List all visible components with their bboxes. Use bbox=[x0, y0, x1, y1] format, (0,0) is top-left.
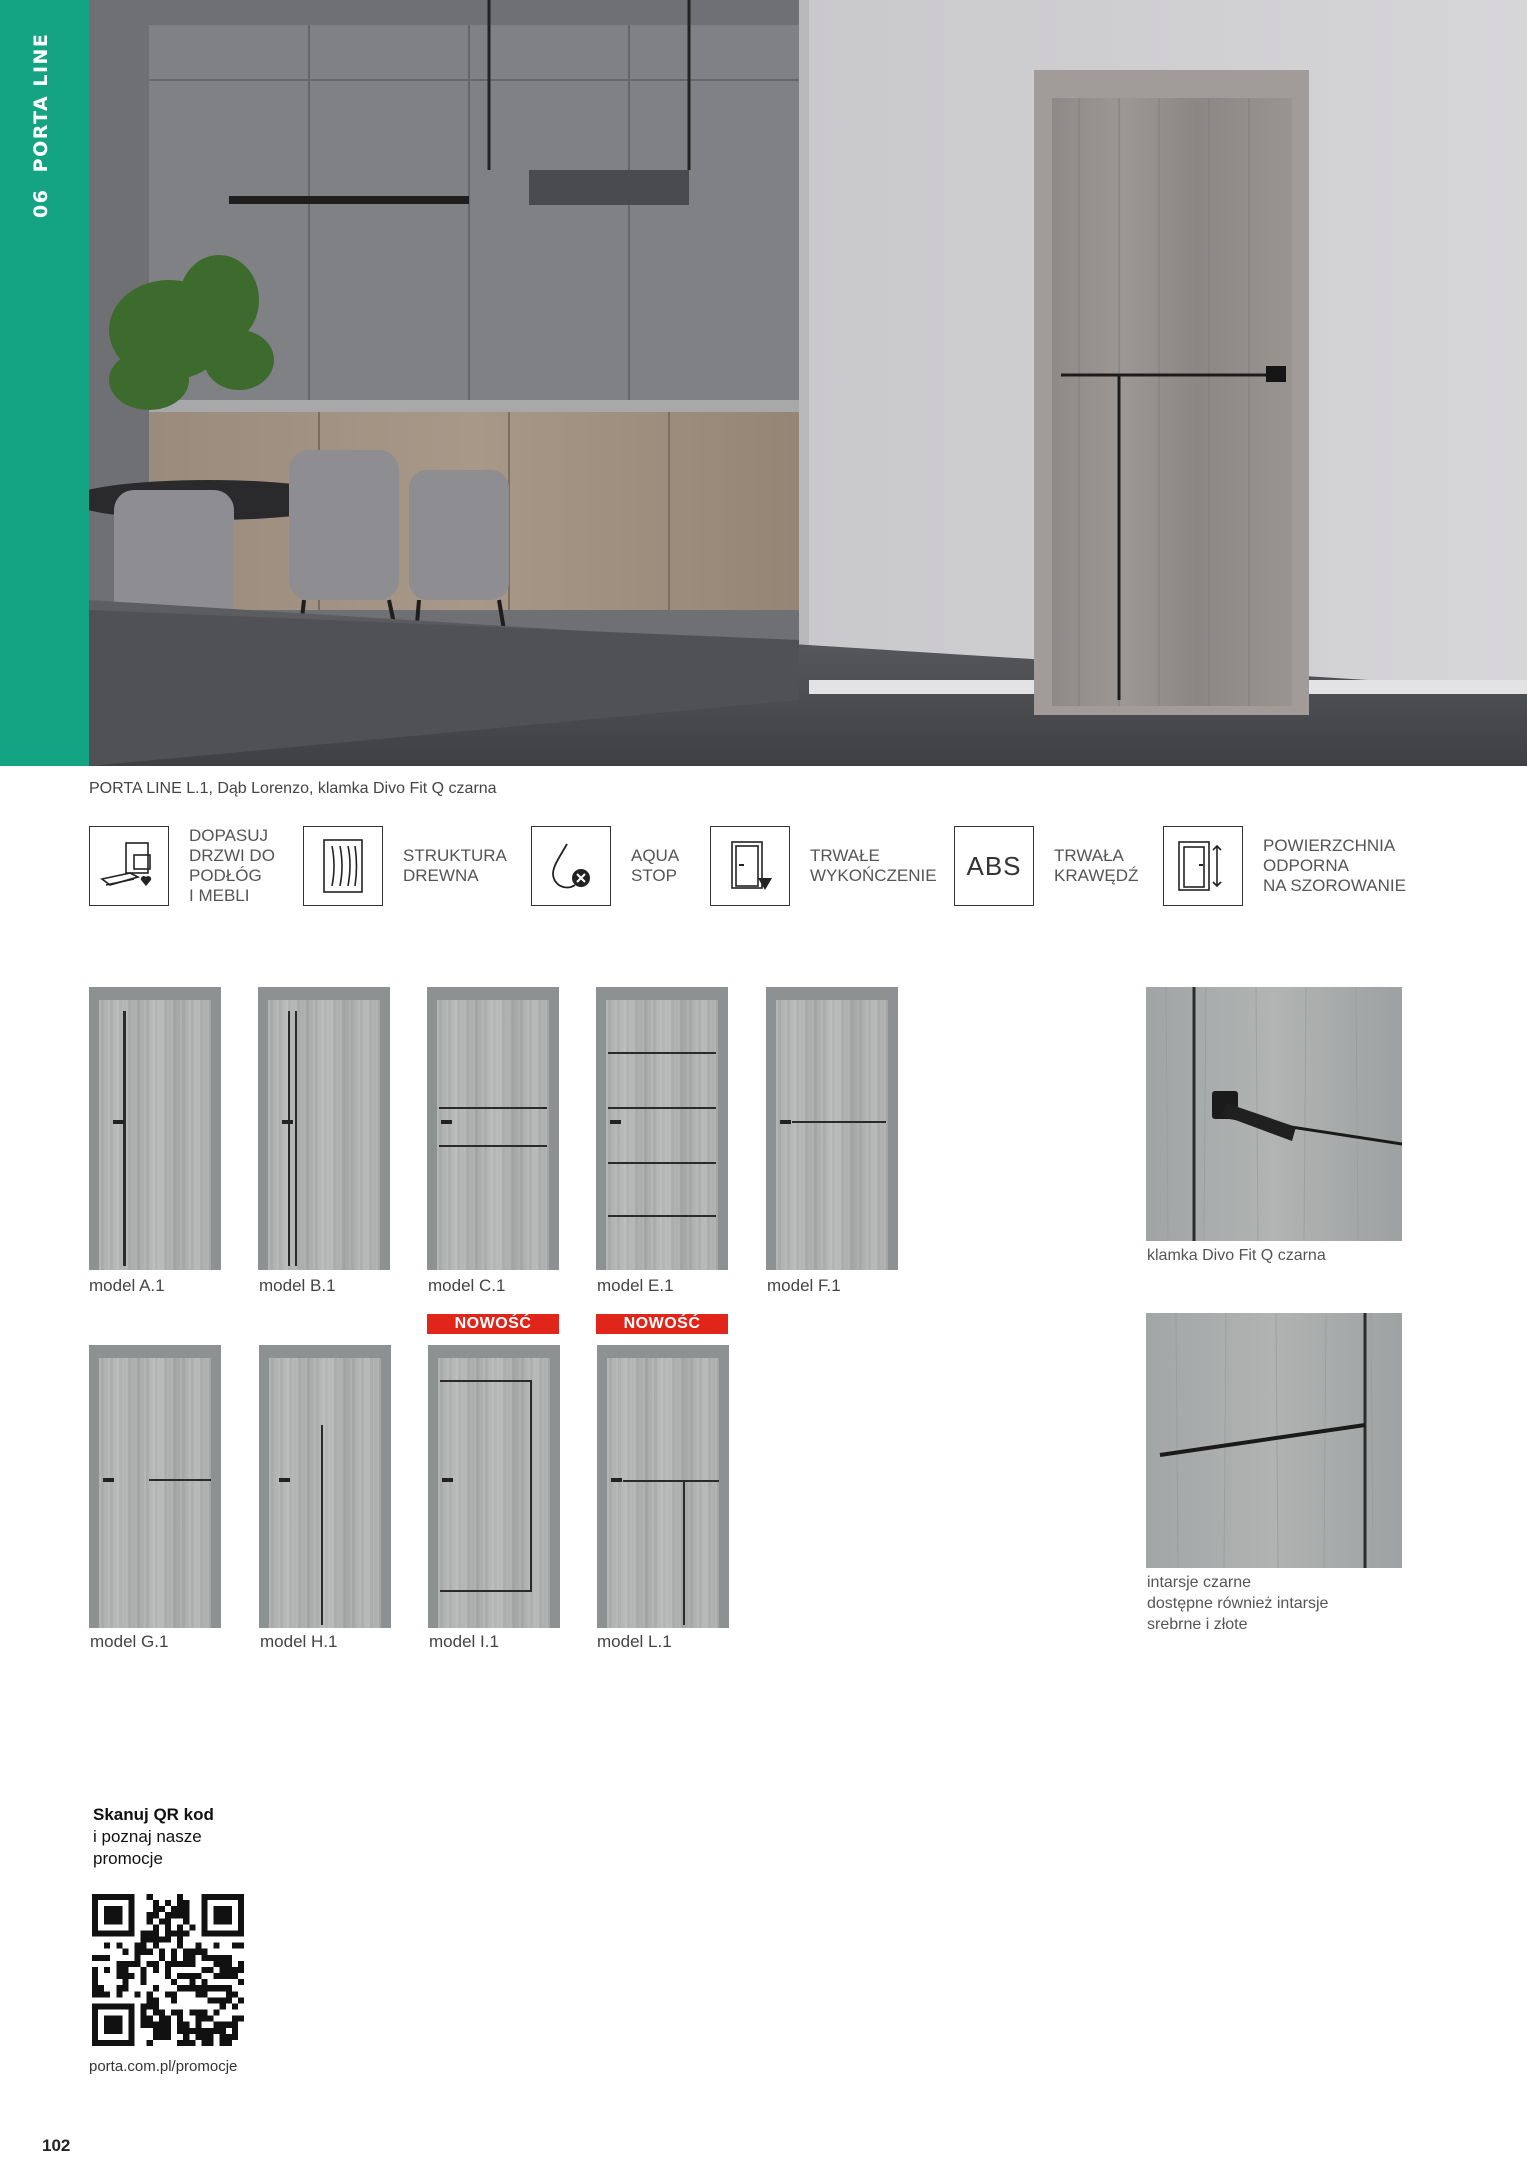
section-tab-label bbox=[30, 33, 52, 218]
model-label: model F.1 bbox=[767, 1276, 841, 1295]
feature-durable-edge bbox=[954, 826, 1138, 906]
page-number: 102 bbox=[42, 2136, 71, 2155]
model-label: model C.1 bbox=[428, 1276, 506, 1295]
model-label: model G.1 bbox=[90, 1632, 169, 1651]
door-model-h1 bbox=[259, 1345, 391, 1628]
handle-icon bbox=[611, 1478, 622, 1482]
feature-wood-structure bbox=[303, 826, 507, 906]
model-label: model I.1 bbox=[429, 1632, 499, 1651]
floor-furniture-heart-icon bbox=[89, 826, 169, 906]
handle-detail-photo bbox=[1146, 987, 1402, 1241]
section-number: 06 bbox=[30, 188, 52, 218]
handle-icon bbox=[441, 1120, 452, 1124]
promo-url[interactable]: porta.com.pl/promocje bbox=[89, 2058, 238, 2075]
feature-label: POWIERZCHNIA ODPORNA NA SZOROWANIE bbox=[1263, 836, 1406, 895]
door-model-c1 bbox=[427, 987, 559, 1270]
door-model-f1 bbox=[766, 987, 898, 1270]
hero-caption: PORTA LINE L.1, Dąb Lorenzo, klamka Divo Fit Q czarna bbox=[89, 780, 497, 797]
feature-label: DOPASUJ DRZWI DO PODŁÓG I MEBLI bbox=[189, 826, 275, 905]
wood-texture-icon bbox=[303, 826, 383, 906]
hero-photo bbox=[89, 0, 1527, 766]
feature-label: AQUA STOP bbox=[631, 846, 680, 885]
section-tab bbox=[0, 0, 89, 766]
model-label: model B.1 bbox=[259, 1276, 336, 1295]
feature-label: STRUKTURA DREWNA bbox=[403, 846, 507, 885]
model-label: model A.1 bbox=[89, 1276, 165, 1295]
door-diamond-icon bbox=[710, 826, 790, 906]
feature-label: TRWAŁA KRAWĘDŹ bbox=[1054, 846, 1139, 885]
door-scratch-arrows-icon bbox=[1163, 826, 1243, 906]
detail-label: klamka Divo Fit Q czarna bbox=[1147, 1247, 1326, 1264]
handle-icon bbox=[442, 1478, 453, 1482]
model-label: model L.1 bbox=[597, 1632, 672, 1651]
feature-aqua-stop bbox=[531, 826, 679, 906]
door-model-b1 bbox=[258, 987, 390, 1270]
handle-icon bbox=[282, 1120, 293, 1124]
inlay-detail-photo bbox=[1146, 1313, 1402, 1568]
model-label: model H.1 bbox=[260, 1632, 338, 1651]
door-model-e1 bbox=[596, 987, 728, 1270]
feature-label: TRWAŁE WYKOŃCZENIE bbox=[810, 846, 937, 885]
door-model-g1 bbox=[89, 1345, 221, 1628]
abs-edge-icon: ABS bbox=[954, 826, 1034, 906]
feature-floor-match bbox=[89, 826, 275, 906]
door-model-a1 bbox=[89, 987, 221, 1270]
handle-icon bbox=[113, 1120, 124, 1124]
model-label: model E.1 bbox=[597, 1276, 674, 1295]
detail-label: intarsje czarne dostępne również intarsje srebrne i złote bbox=[1147, 1574, 1329, 1633]
section-title: PORTA LINE bbox=[30, 32, 52, 173]
feature-scrub-resistant bbox=[1163, 826, 1406, 906]
door-model-i1 bbox=[428, 1345, 560, 1628]
door-model-l1 bbox=[597, 1345, 729, 1628]
features-row bbox=[89, 826, 1489, 906]
handle-icon bbox=[103, 1478, 114, 1482]
feature-durable-finish bbox=[710, 826, 937, 906]
qr-code[interactable] bbox=[92, 1894, 244, 2046]
handle-icon bbox=[279, 1478, 290, 1482]
interior-illustration bbox=[89, 0, 1527, 766]
handle-icon bbox=[780, 1120, 791, 1124]
handle-icon bbox=[610, 1120, 621, 1124]
new-badge: NOWOŚĆ bbox=[427, 1314, 559, 1334]
water-drop-cross-icon bbox=[531, 826, 611, 906]
qr-heading: Skanuj QR kod i poznaj nasze promocje bbox=[93, 1805, 214, 1868]
new-badge: NOWOŚĆ bbox=[596, 1314, 728, 1334]
